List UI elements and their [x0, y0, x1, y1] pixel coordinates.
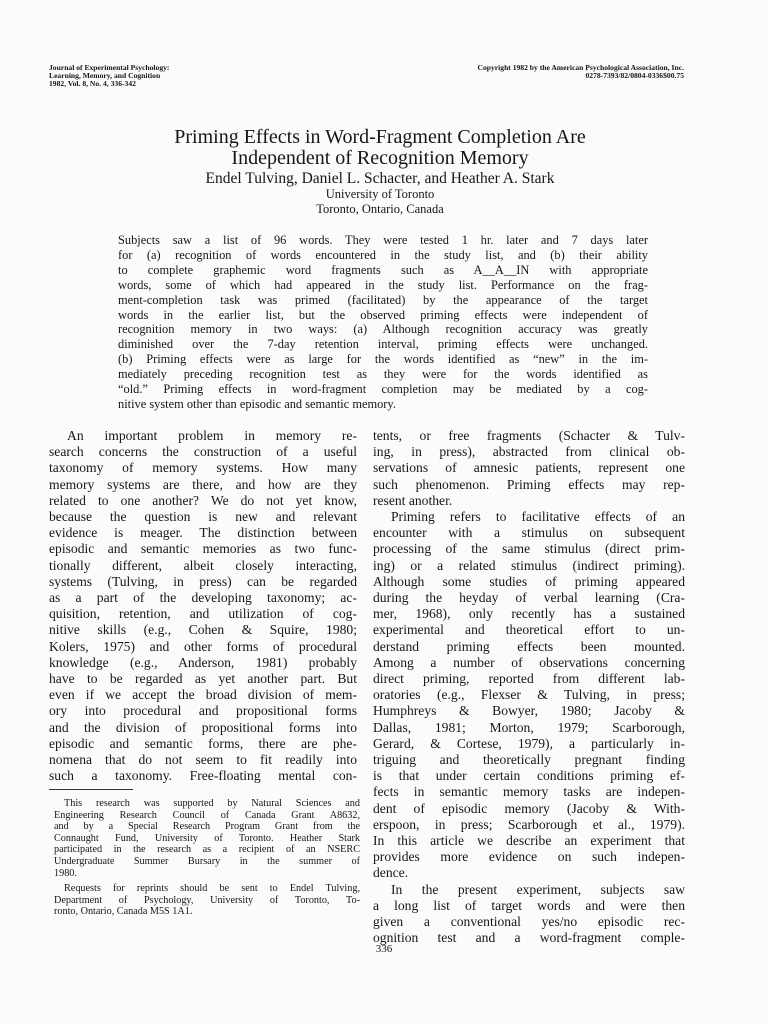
- abstract-line: for (a) recognition of words encountered in the study list, and (b) their ability: [118, 247, 648, 262]
- body-line: systems (Tulving, in press) can be regarded: [49, 573, 357, 589]
- body-line: is that under certain conditions priming ef-: [373, 768, 685, 784]
- body-line: Although some studies of priming appeared: [373, 573, 685, 589]
- abstract-line: recognition memory in two ways: (a) Although recognition accuracy was greatly: [118, 322, 648, 337]
- body-line: evidence is meager. The distinction between: [49, 525, 357, 541]
- abstract-line: (b) Priming effects were as large for the words identified as “new” in the im-: [118, 352, 648, 367]
- body-line: Dallas, 1981; Morton, 1979; Scarborough,: [373, 719, 685, 735]
- footnote-line: 1980.: [54, 867, 77, 879]
- abstract-line: ment-completion task was primed (facilitated) by the appearance of the target: [118, 292, 648, 307]
- body-line: search concerns the construction of a useful: [49, 444, 357, 460]
- article-title: [60, 127, 700, 169]
- body-line: taxonomy of memory systems. How many: [49, 460, 357, 476]
- affiliation-line: University of Toronto: [325, 187, 435, 201]
- abstract-line: nitive system other than episodic and semantic memory.: [118, 396, 396, 411]
- footnote-divider: [49, 789, 133, 790]
- body-column-left: [49, 428, 357, 784]
- footnote-line: ronto, Ontario, Canada M5S 1A1.: [54, 906, 193, 918]
- body-line: Kolers, 1975) and other forms of procedural: [49, 638, 357, 654]
- body-line: given a conventional yes/no episodic rec-: [373, 914, 685, 930]
- body-line: have to be regarded as yet another part. But: [49, 671, 357, 687]
- body-line: episodic and semantic memories as two func-: [49, 541, 357, 557]
- copyright-line: 0278-7393/82/0804-0336$00.75: [585, 71, 684, 81]
- body-line: episodic and semantic forms, there are phe-: [49, 735, 357, 751]
- title-line: Priming Effects in Word-Fragment Completion Are: [174, 126, 586, 149]
- footnote-line: and by a Special Research Program Grant from the: [54, 821, 360, 833]
- body-line: quisition, retention, and utilization of cog-: [49, 606, 357, 622]
- body-line: ognition test and a word-fragment comple-: [373, 930, 685, 946]
- title-line: Independent of Recognition Memory: [231, 147, 529, 170]
- body-line: An important problem in memory re-: [67, 428, 357, 443]
- body-line: Priming refers to facilitative effects of an: [391, 509, 685, 525]
- body-line: as a part of the developing taxonomy; ac-: [49, 590, 357, 606]
- footnotes: [54, 798, 360, 918]
- journal-line: Journal of Experimental Psychology:: [49, 63, 170, 72]
- footnote-line: Engineering Research Council of Canada Grant A8632,: [54, 809, 360, 821]
- footnote-line: This research was supported by Natural Sciences and: [64, 798, 360, 809]
- footnote-line: Undergraduate Summer Bursary in the summer of: [54, 855, 360, 867]
- journal-citation: [49, 64, 289, 89]
- body-line: In this article we describe an experiment that: [373, 833, 685, 849]
- author-list: Endel Tulving, Daniel L. Schacter, and Heather A. Stark: [205, 170, 555, 187]
- abstract: [118, 233, 648, 412]
- body-line: nitive skills (e.g., Cohen & Squire, 1980;: [49, 622, 357, 638]
- footnote-line: participated in the research as a recipient of an NSERC: [54, 844, 360, 856]
- body-line: related to one another? We do not yet know,: [49, 492, 357, 508]
- body-line: Gerard, & Cortese, 1979), a particularly in-: [373, 735, 685, 751]
- journal-line: Learning, Memory, and Cognition: [49, 71, 161, 81]
- abstract-line: words in the earlier list, but the observed priming effects were independent of: [118, 307, 648, 322]
- abstract-line: to complete graphemic word fragments such as A__A__IN with appropriate: [118, 262, 648, 277]
- body-line: fects in semantic memory tasks are indepen-: [373, 784, 685, 800]
- body-line: servations of amnesic patients, represent one: [373, 460, 685, 476]
- body-line: knowledge (e.g., Anderson, 1981) probably: [49, 654, 357, 670]
- abstract-line: “old.” Priming effects in word-fragment completion may be mediated by a cog-: [118, 382, 648, 397]
- body-line: Among a number of observations concerning: [373, 654, 685, 670]
- body-line: tionally different, albeit closely interacting,: [49, 557, 357, 573]
- journal-line: 1982, Vol. 8, No. 4, 336-342: [49, 79, 136, 89]
- body-line: and the division of propositional forms into: [49, 719, 357, 735]
- affiliation-line: Toronto, Ontario, Canada: [316, 202, 444, 216]
- body-column-right: [373, 428, 685, 947]
- body-line: ory into procedural and propositional forms: [49, 703, 357, 719]
- body-line: nomena that do not seem to fit readily into: [49, 752, 357, 768]
- body-line: erspoon, in press; Scarborough et al., 1979).: [373, 816, 685, 832]
- body-line: ing) or a related stimulus (indirect priming).: [373, 557, 685, 573]
- body-line: mer, 1968), only recently has a sustained: [373, 606, 685, 622]
- body-line: resent another.: [373, 492, 453, 508]
- page-number: 336: [375, 943, 393, 955]
- copyright-notice: [354, 64, 684, 80]
- body-line: processing of the same stimulus (direct prim-: [373, 541, 685, 557]
- affiliation: [60, 187, 700, 217]
- body-line: such phenomenon. Priming effects may rep-: [373, 476, 685, 492]
- body-line: derstand priming effects been mounted.: [373, 638, 685, 654]
- body-line: a long list of target words and were then: [373, 897, 685, 913]
- body-line: experimental and theoretical effort to un-: [373, 622, 685, 638]
- abstract-line: words, some of which had appeared in the study list. Performance on the frag-: [118, 277, 648, 292]
- body-line: direct priming, reported from different lab-: [373, 671, 685, 687]
- body-line: even if we accept the broad division of mem-: [49, 687, 357, 703]
- abstract-line: Subjects saw a list of 96 words. They were tested 1 hr. later and 7 days later: [118, 233, 648, 247]
- body-line: dence.: [373, 865, 409, 881]
- body-line: tents, or free fragments (Schacter & Tulv-: [373, 428, 685, 443]
- footnote-line: Department of Psychology, University of Toronto, To-: [54, 894, 360, 906]
- footnote-line: Requests for reprints should be sent to Endel Tulving,: [64, 883, 360, 895]
- body-line: memory systems are there, and how are they: [49, 476, 357, 492]
- body-line: triguing and theoretically pregnant finding: [373, 752, 685, 768]
- body-line: ing, in press), abstracted from clinical ob-: [373, 444, 685, 460]
- body-line: dent of episodic memory (Jacoby & With-: [373, 800, 685, 816]
- body-line: provides more evidence on such indepen-: [373, 849, 685, 865]
- copyright-line: Copyright 1982 by the American Psychological Association, Inc.: [477, 63, 684, 72]
- body-line: because the question is new and relevant: [49, 509, 357, 525]
- body-line: In the present experiment, subjects saw: [391, 881, 685, 897]
- body-line: Humphreys & Bowyer, 1980; Jacoby &: [373, 703, 685, 719]
- body-line: such a taxonomy. Free-floating mental con-: [49, 768, 357, 784]
- body-line: encounter with a stimulus on subsequent: [373, 525, 685, 541]
- footnote-line: Connaught Fund, University of Toronto. Heather Stark: [54, 832, 360, 844]
- abstract-line: mediately preceding recognition test as they were for the words identified as: [118, 367, 648, 382]
- body-line: oratories (e.g., Flexser & Tulving, in press;: [373, 687, 685, 703]
- body-line: during the heyday of verbal learning (Cra-: [373, 590, 685, 606]
- abstract-line: diminished over the 7-day retention interval, priming effects were unchanged.: [118, 337, 648, 352]
